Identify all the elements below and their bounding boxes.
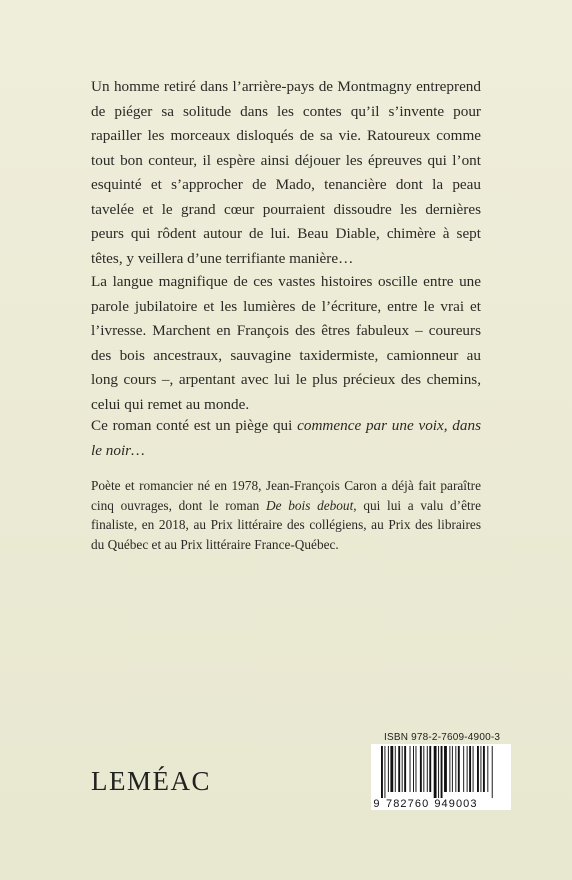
tagline-text: Ce roman conté est un piège qui: [91, 417, 298, 434]
barcode-digit-first: 9: [373, 798, 381, 810]
author-bio-text-end: , qui lui a valu d’être finaliste, en 2018, au Prix littéraire des collégiens, au Prix des libraires du Québec et au Prix littéraire France-Québec.: [91, 497, 481, 552]
isbn-label: ISBN 978-2-7609-4900-3: [384, 732, 501, 743]
barcode-digits: [371, 798, 511, 810]
tagline-italic-text: commence par une voix, dans le noir…: [91, 417, 481, 459]
synopsis-paragraph-2: La langue magnifique de ces vastes histoires oscille entre une parole jubilatoire et les lumières de l’écriture, entre le vrai et l’ivresse. Marchent en François des êtres fabuleux – coureurs des bois ancestraux, sauvagine taxidermiste, camionneur au long cours –, arpentant avec lui le plus précieux des chemins, celui qui remet au monde.: [91, 273, 481, 413]
barcode: [371, 744, 511, 810]
synopsis-paragraph-1: Un homme retiré dans l’arrière-pays de Montmagny entreprend de piéger sa solitude dans les contes qu’il s’invente pour rapailler les morceaux disloqués de sa vie. Ratoureux comme tout bon conteur, il espère ainsi déjouer les épreuves qui l’ont esquinté et s’approcher de Mado, tenancière dont la peau tavelée et le grand cœur pourraient dissoudre les dernières peurs qui rôdent autour de lui. Beau Diable, chimère à sept têtes, y veillera d’une terrifiante manière…: [91, 78, 481, 267]
author-bio-text-start: Poète et romancier né en 1978, Jean-François Caron a déjà fait paraître cinq ouvrages, dont le roman: [91, 478, 481, 513]
tagline-paragraph: [91, 414, 481, 463]
barcode-bars-icon: [379, 746, 503, 798]
author-bio: [91, 476, 481, 554]
publisher-logo: LEMÉAC: [91, 766, 211, 796]
barcode-digit-group-1: 782760: [386, 798, 430, 810]
novel-title: De bois debout: [265, 497, 354, 513]
barcode-digit-group-2: 949003: [434, 798, 478, 810]
